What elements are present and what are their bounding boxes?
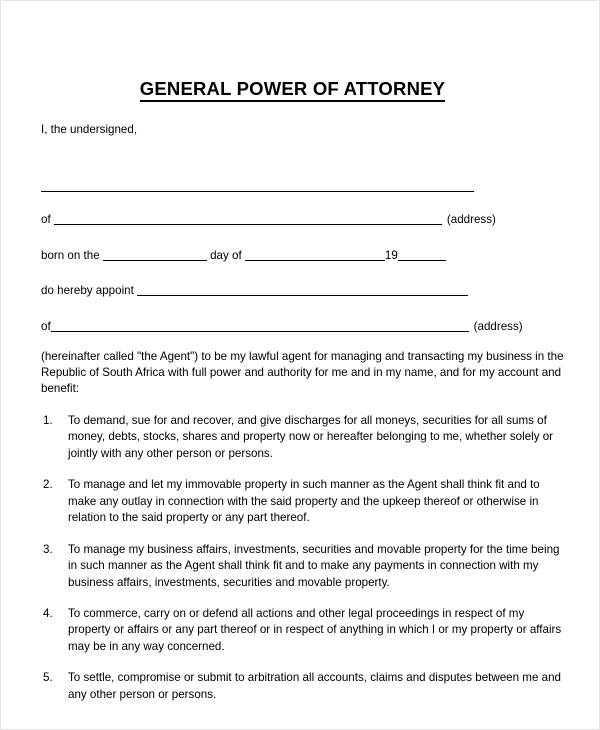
- list-item: [41, 542, 566, 591]
- form-fields-block: [41, 122, 566, 334]
- page-title: [41, 1, 566, 102]
- year-prefix-label: 19: [384, 248, 398, 262]
- agent-name-field[interactable]: [137, 284, 468, 296]
- spacer: [41, 335, 566, 349]
- spacer: [41, 192, 566, 212]
- list-item: [41, 477, 566, 526]
- address-line-1: [41, 212, 566, 228]
- clauses-list: [41, 413, 566, 703]
- name-rule-row: [41, 162, 566, 192]
- clause-text: To demand, sue for and recover, and give discharges for all moneys, securities for all sums of money, debts, stocks, shares and property now or hereafter belonging to me, whether solely or jointly with any other person or persons.: [68, 413, 554, 460]
- list-item: [41, 670, 566, 703]
- day-of-label: day of: [206, 248, 245, 262]
- list-item: [41, 606, 566, 655]
- clause-number: 4.: [43, 606, 53, 620]
- list-item: [41, 413, 566, 462]
- clause-text: To commerce, carry on or defend all actions and other legal proceedings in respect of my property or affairs or any part thereof or in respect of anything in which I or my property or affairs may be in any way concerned.: [68, 606, 562, 653]
- address-line-2: [41, 319, 566, 335]
- address-field-2[interactable]: [51, 320, 469, 332]
- birth-year-field[interactable]: [398, 249, 446, 261]
- name-fill-rule[interactable]: [41, 191, 474, 192]
- of-label-2: of: [41, 319, 51, 333]
- clause-text: To manage my business affairs, investments, securities and movable property for the time being in such manner as the Agent shall think fit and to make any payments in connection with my business affairs, investments, securities and movable property.: [68, 542, 560, 589]
- clause-text: To manage and let my immovable property in such manner as the Agent shall think fit and to make any outlay in connection with the said property and the upkeep thereof or otherwise in relation to the said property or any part thereof.: [68, 478, 540, 525]
- undersigned-line: [41, 122, 566, 138]
- clause-number: 3.: [43, 542, 53, 556]
- address-note-2: (address): [473, 319, 523, 333]
- document-content: [41, 1, 566, 703]
- clause-text: To settle, compromise or submit to arbitration all accounts, claims and disputes between me and any other person or persons.: [68, 671, 561, 701]
- spacer: [41, 228, 566, 248]
- of-label-1: of: [41, 212, 54, 226]
- birth-month-field[interactable]: [245, 249, 385, 261]
- lead-paragraph: (hereinafter called "the Agent") to be my lawful agent for managing and transacting my business in the Republic of South Africa with full power and authority for me and in my name, and for my account and benefit:: [41, 349, 564, 396]
- clause-number: 2.: [43, 478, 53, 492]
- spacer: [41, 138, 566, 162]
- appoint-label: do hereby appoint: [41, 284, 138, 298]
- spacer: [41, 263, 566, 283]
- birth-date-line: [41, 248, 566, 264]
- spacer: [41, 299, 566, 319]
- page-title-text: GENERAL POWER OF ATTORNEY: [140, 79, 445, 102]
- birth-day-field[interactable]: [103, 249, 207, 261]
- undersigned-label: I, the undersigned,: [41, 123, 138, 137]
- clause-number: 5.: [43, 671, 53, 685]
- address-field-1[interactable]: [54, 213, 442, 225]
- clause-number: 1.: [43, 413, 53, 427]
- born-on-label: born on the: [41, 248, 103, 262]
- appoint-line: [41, 283, 566, 299]
- address-note-1: (address): [446, 212, 496, 226]
